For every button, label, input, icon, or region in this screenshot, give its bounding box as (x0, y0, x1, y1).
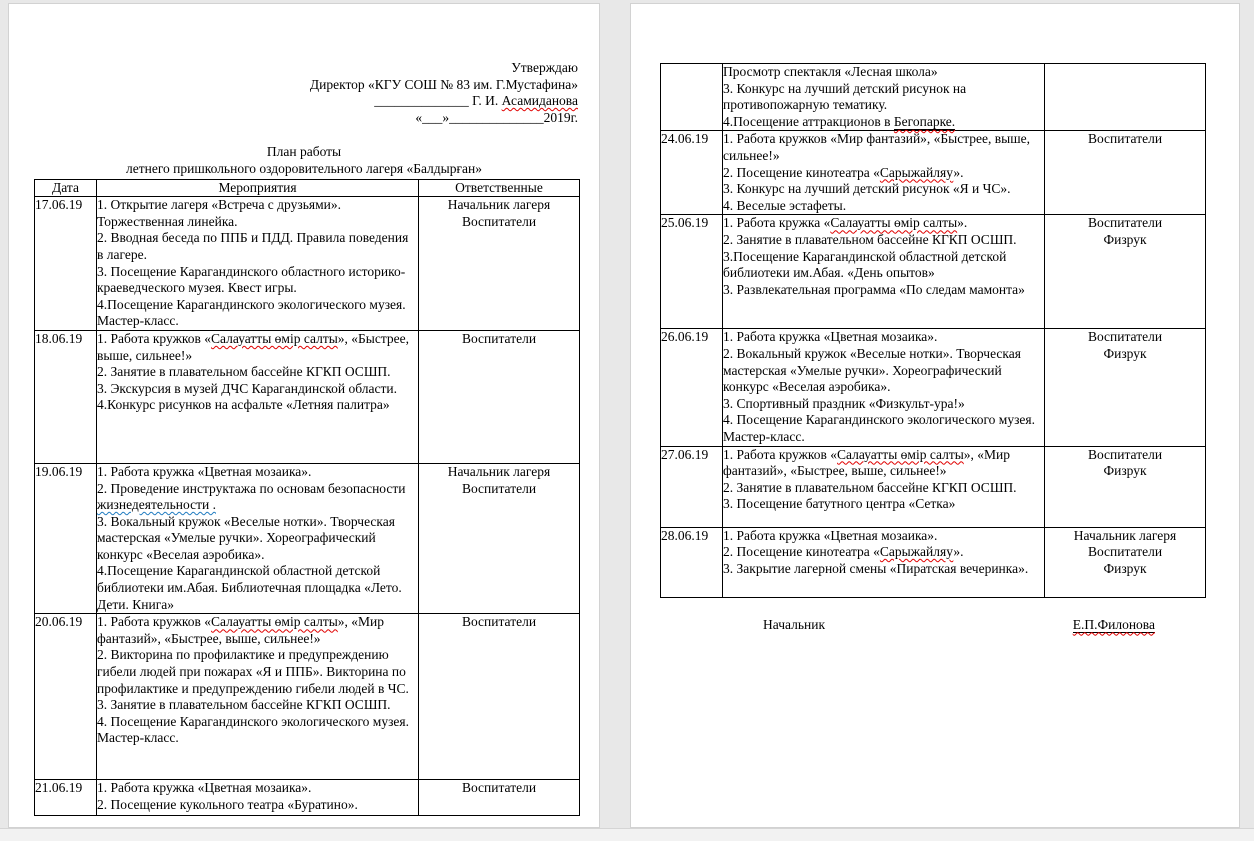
text-run: 1. Работа кружка «Цветная мозаика». (97, 463, 312, 479)
table-row (661, 64, 1206, 131)
spellcheck-word: Салауатты өмір салты (211, 614, 338, 630)
date-cell: 17.06.19 (35, 197, 97, 331)
text-run: 4. Веселые эстафеты. (723, 197, 847, 213)
text-run: », «Быстрее, выше, сильнее!» (97, 330, 410, 363)
date-cell: 25.06.19 (661, 215, 723, 329)
text-run: 1. Работа кружка «Цветная мозаика». (97, 780, 312, 796)
responsible-line: Начальник лагеря (1073, 527, 1177, 543)
responsible-line: Физрук (1103, 231, 1147, 247)
text-run: ». (953, 544, 964, 560)
responsible-line: Воспитатели (1087, 329, 1163, 345)
responsible-line: Воспитатели (1087, 446, 1163, 462)
responsible-cell (1045, 446, 1206, 527)
text-run: 1. Работа кружка « (723, 215, 831, 231)
page-2[interactable] (630, 3, 1240, 828)
events-cell (97, 197, 419, 331)
table-row (35, 780, 580, 816)
event-item (97, 514, 418, 564)
text-run: 3. Посещение батутного центра «Сетка» (723, 496, 956, 512)
approval-line (9, 60, 578, 77)
event-item (723, 412, 1044, 445)
text-run: 1. Работа кружков « (97, 330, 212, 346)
event-item (723, 480, 1044, 497)
event-item (97, 563, 418, 613)
responsible-line: Воспитатели (1087, 215, 1163, 231)
page-1[interactable] (8, 3, 600, 828)
text-run: 2. Викторина по профилактике и предупреждению гибели людей при пожарах «Я и ППБ». Викторина по профилактике и предупреждению гибели людей в ЧС. (97, 647, 409, 696)
text-run: 2. Занятие в плавательном бассейне КГКП ОСШП. (97, 364, 391, 380)
events-cell (723, 131, 1045, 215)
table-header-row (35, 179, 580, 197)
event-item (723, 528, 1044, 545)
event-item (97, 797, 418, 814)
event-item (723, 496, 1044, 513)
responsible-cell (1045, 329, 1206, 446)
event-item (723, 81, 1044, 114)
responsible-line: Воспитатели (1087, 544, 1163, 560)
responsible-line: Физрук (1103, 345, 1147, 361)
responsible-line: Воспитатели (461, 614, 537, 630)
responsible-cell (1045, 527, 1206, 597)
text-run: 4.Посещение Карагандинского экологического музея. Мастер-класс. (97, 296, 406, 329)
text-run: ». (953, 164, 964, 180)
responsible-line: Воспитатели (461, 780, 537, 796)
responsible-line: Начальник лагеря (447, 463, 551, 479)
responsible-line: Воспитатели (1087, 131, 1163, 147)
text-run: 1. Работа кружков «Мир фантазий», «Быстрее, выше, сильнее!» (723, 131, 1030, 163)
spellcheck-word: Салауатты өмір салты (211, 330, 338, 346)
text-run: 2. Вокальный кружок «Веселые нотки». Творческая мастерская «Умелые ручки». Хореографический конкурс «Веселая аэробика». (723, 345, 1021, 395)
event-item (97, 647, 418, 697)
date-cell (661, 64, 723, 131)
events-cell (97, 463, 419, 613)
doc-title-block (9, 144, 599, 177)
responsible-cell (419, 197, 580, 331)
text-run: 3. Конкурс на лучший детский рисунок на противопожарную тематику. (723, 80, 967, 113)
event-item (723, 396, 1044, 413)
date-cell: 20.06.19 (35, 614, 97, 780)
spellcheck-word: Е.П.Филонова (1072, 616, 1155, 632)
event-item (97, 230, 418, 263)
text-run: 2. Занятие в плавательном бассейне КГКП ОСШП. (723, 231, 1017, 247)
responsible-line: Физрук (1103, 463, 1147, 479)
events-cell (97, 614, 419, 780)
event-item (97, 614, 418, 647)
date-cell: 28.06.19 (661, 527, 723, 597)
spellcheck-word: Сарыжайляу (879, 544, 954, 560)
text-run: «___»______________2019г. (415, 109, 578, 125)
events-cell (723, 329, 1045, 446)
text-run: », «Мир фантазий», «Быстрее, выше, сильнее!» (97, 614, 385, 646)
approval-block (9, 60, 599, 126)
footer-role: Начальник (763, 616, 826, 632)
event-item (723, 447, 1044, 480)
responsible-cell (419, 780, 580, 816)
text-run: 3. Занятие в плавательном бассейне КГКП ОСШП. (97, 697, 391, 713)
spellcheck-word: жизнедеятельности . (97, 497, 216, 513)
table-row (661, 446, 1206, 527)
event-item (723, 215, 1044, 232)
text-run: 4.Конкурс рисунков на асфальте «Летняя палитра» (97, 397, 390, 413)
approval-line (9, 110, 578, 127)
event-item (723, 249, 1044, 282)
text-run: », «Мир фантазий», «Быстрее, выше, сильнее!» (723, 446, 1011, 479)
doc-subtitle: летнего пришкольного оздоровительного лагеря «Балдырған» (125, 160, 482, 176)
responsible-cell (419, 614, 580, 780)
text-run: 1. Работа кружков « (97, 614, 212, 630)
text-run: ______________ Г. И. (374, 93, 502, 109)
events-cell (723, 446, 1045, 527)
date-cell: 26.06.19 (661, 329, 723, 446)
approval-line (9, 93, 578, 110)
events-cell (723, 64, 1045, 131)
text-run: 2. Посещение кинотеатра « (723, 544, 880, 560)
date-cell: 24.06.19 (661, 131, 723, 215)
column-header-date: Дата (35, 179, 97, 197)
responsible-line: Воспитатели (461, 330, 537, 346)
event-item (97, 714, 418, 747)
text-run: 1. Работа кружка «Цветная мозаика». (723, 329, 938, 345)
events-cell (97, 780, 419, 816)
footer-name (1073, 617, 1155, 634)
text-run: 3. Спортивный праздник «Физкульт-ура!» (723, 395, 965, 411)
event-item (723, 198, 1044, 215)
table-row (661, 131, 1206, 215)
schedule-table-page2 (660, 63, 1206, 598)
text-run: 3. Посещение Карагандинского областного историко-краеведческого музея. Квест игры. (97, 263, 406, 296)
text-run: 3. Закрытие лагерной смены «Пиратская вечеринка». (723, 560, 1029, 576)
events-cell (723, 527, 1045, 597)
responsible-line: Физрук (1103, 560, 1147, 576)
event-item (97, 264, 418, 297)
table-row (661, 329, 1206, 446)
text-run: 3. Конкурс на лучший детский рисунок «Я и ЧС». (723, 181, 1011, 197)
table-row (35, 197, 580, 331)
table-row (661, 527, 1206, 597)
column-header-events: Мероприятия (97, 179, 419, 197)
event-item (723, 329, 1044, 346)
events-cell (97, 330, 419, 463)
date-cell: 18.06.19 (35, 330, 97, 463)
spellcheck-word: Асамиданова (501, 93, 578, 109)
text-run: 2. Посещение кукольного театра «Буратино». (97, 796, 358, 812)
footer-signature (631, 617, 1239, 634)
doc-title: План работы (266, 144, 342, 160)
table-row (35, 614, 580, 780)
event-item (723, 165, 1044, 182)
spellcheck-word: Салауатты өмір салты (830, 215, 958, 231)
event-item (97, 780, 418, 797)
approval-line (9, 77, 578, 94)
event-item (723, 232, 1044, 249)
text-run: 2. Посещение кинотеатра « (723, 164, 880, 180)
text-run: 3. Развлекательная программа «По следам мамонта» (723, 281, 1025, 297)
text-run: 4.Посещение аттракционов в (723, 113, 894, 129)
event-item (97, 481, 418, 514)
event-item (97, 697, 418, 714)
event-item (723, 282, 1044, 299)
event-item (723, 181, 1044, 198)
event-item (723, 544, 1044, 561)
date-cell: 21.06.19 (35, 780, 97, 816)
event-item (97, 297, 418, 330)
spellcheck-word: Салауатты өмір салты (837, 446, 964, 462)
text-run: 2. Занятие в плавательном бассейне КГКП ОСШП. (723, 479, 1017, 495)
text-run: 1. Работа кружка «Цветная мозаика». (723, 527, 938, 543)
text-run: 1. Открытие лагеря «Встреча с друзьями». Торжественная линейка. (97, 197, 341, 229)
event-item (723, 64, 1044, 81)
event-item (97, 397, 418, 414)
text-run: 1. Работа кружков « (723, 446, 838, 462)
text-run: ». (957, 215, 968, 231)
text-run: 2. Вводная беседа по ППБ и ПДД. Правила поведения в лагере. (97, 230, 409, 262)
responsible-cell (419, 330, 580, 463)
responsible-cell (1045, 215, 1206, 329)
column-header-responsible: Ответственные (419, 179, 580, 197)
event-item (97, 381, 418, 398)
responsible-line: Начальник лагеря (447, 197, 551, 213)
event-item (723, 561, 1044, 578)
event-item (723, 346, 1044, 396)
spellcheck-word: Сарыжайляу (879, 164, 954, 180)
text-run: 2. Проведение инструктажа по основам безопасности (97, 480, 406, 496)
events-cell (723, 215, 1045, 329)
event-item (97, 197, 418, 230)
event-item (723, 114, 1044, 131)
schedule-table-page1 (34, 179, 580, 817)
responsible-line: Воспитатели (461, 480, 537, 496)
event-item (97, 464, 418, 481)
spellcheck-word: Бегопарке. (893, 113, 956, 129)
responsible-cell (1045, 64, 1206, 131)
event-item (97, 331, 418, 364)
text-run: Просмотр спектакля «Лесная школа» (723, 64, 938, 79)
text-run: Утверждаю (511, 60, 578, 75)
table-row (35, 330, 580, 463)
responsible-cell (1045, 131, 1206, 215)
text-run: 3. Экскурсия в музей ДЧС Карагандинской области. (97, 380, 397, 396)
date-cell: 19.06.19 (35, 463, 97, 613)
bottom-bar (0, 828, 1254, 841)
table-row (661, 215, 1206, 329)
text-run: Директор «КГУ СОШ № 83 им. Г.Мустафина» (309, 76, 578, 92)
event-item (97, 364, 418, 381)
text-run: 3. Вокальный кружок «Веселые нотки». Творческая мастерская «Умелые ручки». Хореографический конкурс «Веселая аэробика». (97, 513, 395, 562)
table-row (35, 463, 580, 613)
text-run: 4. Посещение Карагандинского экологического музея. Мастер-класс. (723, 412, 1036, 444)
responsible-cell (419, 463, 580, 613)
text-run: 4.Посещение Карагандинской областной детской библиотеки им.Абая. Библиотечная площадка «Лето. Дети. Книга» (97, 563, 402, 612)
responsible-line: Воспитатели (461, 213, 537, 229)
text-run: 4. Посещение Карагандинского экологического музея. Мастер-класс. (97, 713, 410, 746)
date-cell: 27.06.19 (661, 446, 723, 527)
event-item (723, 131, 1044, 164)
text-run: 3.Посещение Карагандинской областной детской библиотеки им.Абая. «День опытов» (723, 248, 1007, 281)
